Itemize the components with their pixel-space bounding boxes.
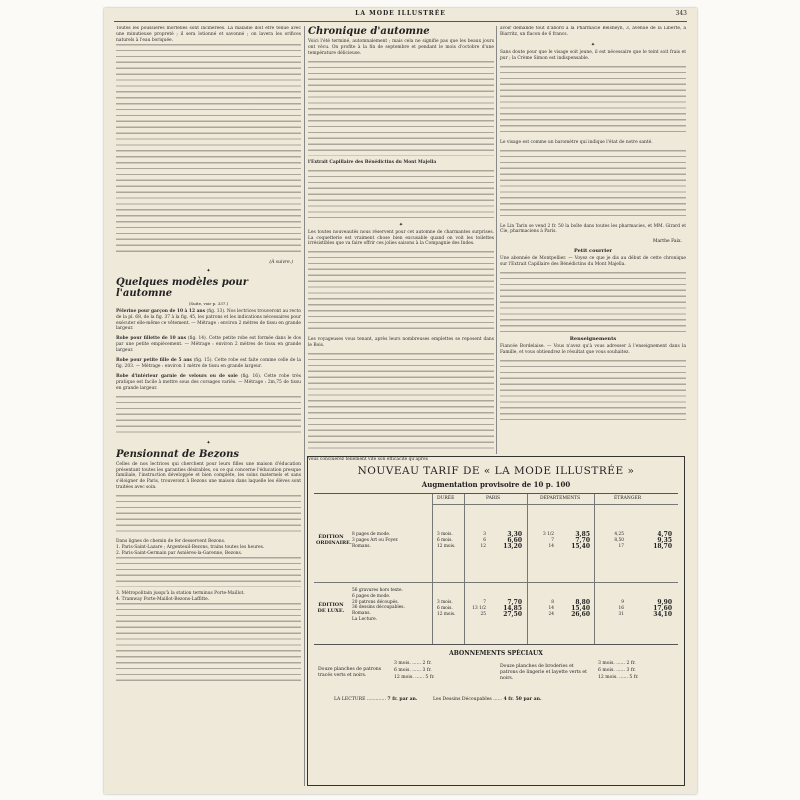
lecture-label: LA LECTURE [334, 697, 366, 702]
col-rule [432, 494, 433, 644]
chronique-text: avoir demandé tout d'abord à la Pharmacie Belsheyn, 3, avenue de la Liberté, à Biarritz, un flacon de 6 francs. [500, 26, 686, 37]
renseignements-title: Renseignements [569, 336, 617, 343]
chronique-highlight: l'Extrait Capillaire des Bénédictins du Mont Majella [308, 159, 437, 165]
lecture-price: 7 fr. par an. [387, 697, 418, 702]
separator: ✦ [398, 221, 404, 228]
header-etranger: ÉTRANGER [614, 496, 642, 501]
dessins-price: 4 fr. 50 par an. [503, 697, 542, 702]
chronique-title: Chronique d'automne [308, 26, 430, 37]
text-block [500, 360, 686, 420]
price: 5 fr. [629, 675, 639, 680]
luxe-item: 56 gravures hors texte. [352, 588, 403, 593]
modele-item [116, 309, 301, 333]
separator: ✦ [206, 439, 211, 446]
price: 3 fr. [626, 668, 636, 673]
price-new: 3,30 [507, 531, 522, 538]
ordinaire-item: 3 pages Art ou Foyer. [352, 537, 399, 543]
pensionnat-line: 4. Tramway Porte-Maillot-Bezons-Laffitte. [116, 596, 210, 602]
chronique-text: Voici l'été terminé, automnalement ; mais cela ne signifie pas que les beaux jours ont vécu. On profite à la fin de septembre et pendant le mois d'octobre d'une température délicieuse. [308, 39, 494, 56]
luxe-item: Romans. [352, 611, 371, 617]
luxe-item: La Lecture. [352, 616, 378, 622]
pensionnat-line: 2. Paris-Saint-Germain par Asnières-la-Garenne, Bezons. [116, 550, 243, 556]
author-signature: Marthe Faix. [652, 239, 682, 245]
section-subtitle: (Suite, voir p. 337.) [188, 300, 229, 306]
tariff-box [307, 456, 685, 786]
text-block [116, 396, 301, 436]
modele-item [116, 336, 301, 354]
dep-new [558, 532, 590, 550]
chronique-text: Le visage est comme un baromètre qui indique l'état de notre santé. [500, 139, 653, 145]
price-old: 3 [483, 532, 486, 537]
text-block [500, 66, 686, 136]
speciaux-left-prices: 3 mois. ...... 2 fr. 6 mois. ...... 3 fr. 12 mois. ...... 5 fr. [394, 661, 435, 680]
pensionnat-line: 3. Métropolitain jusqu'à la station terminus Porte-Maillot. [116, 590, 245, 596]
chronique-text: Sans doute pour que le visage soit jeune, il est nécessaire que le teint soit frais et pur ; la Crème Simon est indispensable. [500, 49, 686, 61]
section-title-modeles: Quelques modèles pour l'automne [116, 276, 248, 299]
col-rule [464, 494, 465, 644]
duree: 12 mois. [437, 611, 456, 617]
price-old: 8 [551, 600, 554, 605]
tariff-title: NOUVEAU TARIF DE « LA MODE ILLUSTRÉE » [357, 465, 635, 477]
etr-new [636, 600, 672, 618]
price-old: 3 1/2 [542, 532, 554, 537]
price-old: 31 [618, 611, 624, 617]
dessins-label: Les Dessins Découpables [432, 697, 492, 702]
price-old: 8,50 [614, 537, 624, 543]
dep-new [558, 600, 590, 618]
price-new: 9,35 [657, 537, 672, 544]
header-rule [114, 21, 687, 22]
price-old: 16 [618, 605, 624, 611]
ordinaire-item: Romans. [352, 543, 371, 549]
text-block [500, 272, 686, 332]
price-old: 24 [548, 611, 554, 617]
modele-text: Cette petite robe est formée dans le dos par une petite empiècement. — Métrage : environ 2 mètres de tissu en grande largeur. [116, 336, 301, 354]
duree: 3 mois. [394, 661, 411, 666]
price-new: 15,40 [571, 605, 590, 612]
price-new: 7,70 [507, 599, 522, 606]
tariff-subtitle: Augmentation provisoire de 10 p. 100 [421, 480, 571, 489]
intro-text: Toutes les poussières mortelles sont incinérées. La maladie doit être tenue avec une minutieuse propreté ; il sera lotionné et savonné ; on lavera les orifices naturels à l'eau boriquée. [116, 26, 301, 43]
price-new: 27,50 [503, 611, 522, 618]
newspaper-page [104, 8, 697, 794]
text-block [308, 251, 494, 333]
price-new: 26,60 [571, 611, 590, 618]
pensionnat-line: Dans lignes de chemin de fer desservent Bezons. [116, 539, 226, 545]
duree: 12 mois. [437, 543, 456, 549]
price-old: 12 [480, 543, 486, 549]
price-new: 17,60 [653, 605, 672, 612]
courrier-text: Une abonnée de Montpellier. — Voyez ce que je dis au début de cette chronique sur l'Extrait Capillaire des Bénédictins du Mont Majella. [500, 256, 686, 268]
modele-text: Cette robe est faite comme celle de la fig. 203. — Métrage : environ 1 mètre de tissu en grande largeur. [116, 358, 301, 369]
luxe-item: 6 pages de mode. [352, 593, 391, 599]
duree: 3 mois. [437, 600, 453, 605]
modele-name: Robe d'intérieur garnie de velours ou de soie [116, 373, 238, 379]
price-new: 15,40 [571, 543, 590, 550]
header-rule [432, 504, 678, 505]
pensionnat-text: Celles de nos lectrices qui cherchent pour leurs filles une maison d'éducation présentant toutes les garanties désirables, ou ce qui concerne l'éducation presque familiale, l'instruction développée et bien complète, les soins maternels et sans s'éloigner de Paris, trouveront à Bezons une maison dans laquelle les élèves sont traitées avec soin. [116, 461, 301, 491]
chronique-text: Le Lin Tarin se vend 2 fr. 50 la boîte dans toutes les pharmacies, et MM. Girard et Cie, pharmaciens à Paris. [500, 223, 686, 235]
price-old: 7 [551, 537, 554, 543]
price-old: 13 1/2 [472, 605, 486, 611]
price-new: 14,85 [503, 605, 522, 612]
price-new: 3,85 [575, 531, 590, 538]
etr-old [604, 532, 624, 549]
speciaux-right-prices: 3 mois. ...... 2 fr. 6 mois. ...... 3 fr. 12 mois. ...... 5 fr. [598, 661, 639, 680]
row-rule [314, 582, 678, 583]
chronique-text: Les voyageuses vous tenant, après leurs nombreuses emplettes se reposent dans le Bois. [308, 337, 494, 349]
page-number: 343 [675, 10, 687, 17]
chronique-text: Les toutes nouveautés nous réservent pour cet automne de charmantes surprises. La coquetterie est vraiment chose bien excusable quand on voit les toilettes irrésistibles que va faire offrir ces jolies saisons à la Compagnie des Indes. [308, 229, 494, 247]
price-old: 25 [480, 611, 486, 617]
follow-note: (À suivre.) [269, 259, 293, 265]
separator: ✦ [590, 41, 596, 48]
price: 2 fr. [626, 661, 636, 666]
duree: 6 mois. [598, 668, 615, 673]
section-title-pensionnat: Pensionnat de Bezons [116, 448, 240, 460]
luxe-item: 36 dessins découpables. [352, 605, 405, 611]
duree: 12 mois. [394, 675, 414, 680]
price-old: 6 [483, 537, 486, 543]
header-paris: PARIS [486, 496, 501, 501]
price-old: 7 [483, 600, 486, 605]
paris-new [490, 600, 522, 618]
text-block [116, 495, 301, 535]
speciaux-right-label: Douze planches de broderies et patrons de lingerie et layette verts et noirs. [500, 664, 587, 681]
courrier-title: Petit courrier [573, 248, 613, 255]
etr-new [636, 532, 672, 550]
text-block [116, 557, 301, 587]
modele-ref: (fig. 14). [187, 336, 208, 342]
price-new: 6,60 [507, 537, 522, 544]
price-old: 9 [621, 600, 624, 605]
price-new: 7,70 [575, 537, 590, 544]
edition-luxe-label: ÉDITION DE LUXE. [317, 602, 345, 614]
column-right [500, 26, 686, 471]
modele-name: Robe pour fillette de 10 ans [116, 336, 187, 342]
price: 3 fr. [422, 668, 432, 673]
modele-ref: (fig. 15). [193, 358, 213, 364]
text-block [116, 603, 301, 683]
renseignements-text: Fiancée Bordelaise. — Vous n'avez qu'à vous adresser à l'enseignement dans la Famille, et vous obtiendrez le résultat que vous souhaitez. [500, 344, 686, 356]
price-new: 4,70 [657, 531, 672, 538]
text-block [500, 150, 686, 220]
speciaux-left-label: Douze planches de patrons tracés verts et noirs. [318, 667, 382, 678]
pensionnat-line: 1. Paris-Saint-Lazare ; Argenteuil-Bezons, trains toutes les heures. [116, 545, 265, 551]
paris-old [469, 600, 486, 617]
modele-text: Nos lectrices trouveront au recto de la pl. 68, de la fig. 37 à la fig. 45, les patrons et les indications nécessaires pour exécuter elle-même ce vêtement. — Métrage : environ 2 mètres de tissu en grande largeur. [116, 308, 301, 332]
price: 2 fr. [422, 661, 432, 666]
dep-old [536, 600, 554, 617]
duree: 6 mois. [437, 605, 453, 611]
duree: 3 mois. [437, 532, 453, 537]
ordinaire-items [352, 532, 399, 549]
dep-old [536, 532, 554, 549]
modele-name: Pèlerine pour garçon de 10 à 12 ans [116, 308, 206, 314]
duree: 6 mois. [437, 537, 453, 543]
text-block [308, 61, 494, 156]
modele-item [116, 358, 301, 370]
column-middle [308, 26, 494, 471]
text-block [308, 170, 494, 218]
price-new: 13,20 [503, 543, 522, 550]
modele-name: Robe pour petite fille de 5 ans [116, 358, 192, 364]
ordinaire-item: 8 pages de mode. [352, 532, 391, 537]
col-rule [527, 494, 528, 644]
duree: 6 mois. [394, 668, 411, 673]
price-new: 34,10 [653, 611, 672, 618]
price: 5 fr. [425, 675, 435, 680]
text-block [308, 353, 494, 453]
column-left [116, 26, 301, 786]
modele-ref: (fig. 16). [240, 373, 262, 379]
price-old: 4,25 [614, 532, 624, 537]
price-old: 14 [548, 543, 554, 549]
duree: 3 mois. [598, 661, 615, 666]
text-block [116, 44, 301, 256]
header-duree: DURÉE [437, 496, 455, 501]
luxe-item: 20 patrons découpés. [352, 599, 399, 605]
paris-new [492, 532, 522, 550]
publication-title: LA MODE ILLUSTRÉE [355, 10, 446, 17]
edition-ordinaire-label: ÉDITION ORDINAIRE. [316, 534, 352, 546]
price-new: 18,70 [653, 543, 672, 550]
price-new: 9,90 [657, 599, 672, 606]
luxe-items [352, 588, 405, 623]
price-old: 17 [618, 543, 624, 549]
price-new: 8,80 [575, 599, 590, 606]
etr-old [604, 600, 624, 617]
tariff-table [314, 493, 678, 645]
speciaux-title: ABONNEMENTS SPÉCIAUX [449, 650, 543, 657]
price-old: 14 [548, 605, 554, 611]
tariff-blank-area [314, 711, 678, 779]
header-departements: DÉPARTEMENTS [540, 496, 581, 501]
modele-ref: (fig. 13). [206, 308, 226, 314]
paris-old [472, 532, 486, 549]
ordinaire-durees [437, 532, 455, 549]
luxe-durees [437, 600, 455, 617]
modele-text: Cette robe très pratique est facile à mettre sous des corsages variés. — Métrage : 2m,75 de tissu en grande largeur. [116, 373, 301, 391]
separator: ✦ [206, 267, 211, 274]
column-rule [496, 26, 497, 454]
col-rule [594, 494, 595, 644]
column-rule [304, 26, 305, 786]
tariff-bottom-line: LA LECTURE ............. 7 fr. par an. Les Dessins Découpables ...... 4 fr. 50 par an. [334, 697, 542, 702]
chronique-text: Vous concluerez tellement vite son efficacité qu'après [308, 457, 428, 463]
modele-item [116, 374, 301, 392]
duree: 12 mois. [598, 675, 618, 680]
